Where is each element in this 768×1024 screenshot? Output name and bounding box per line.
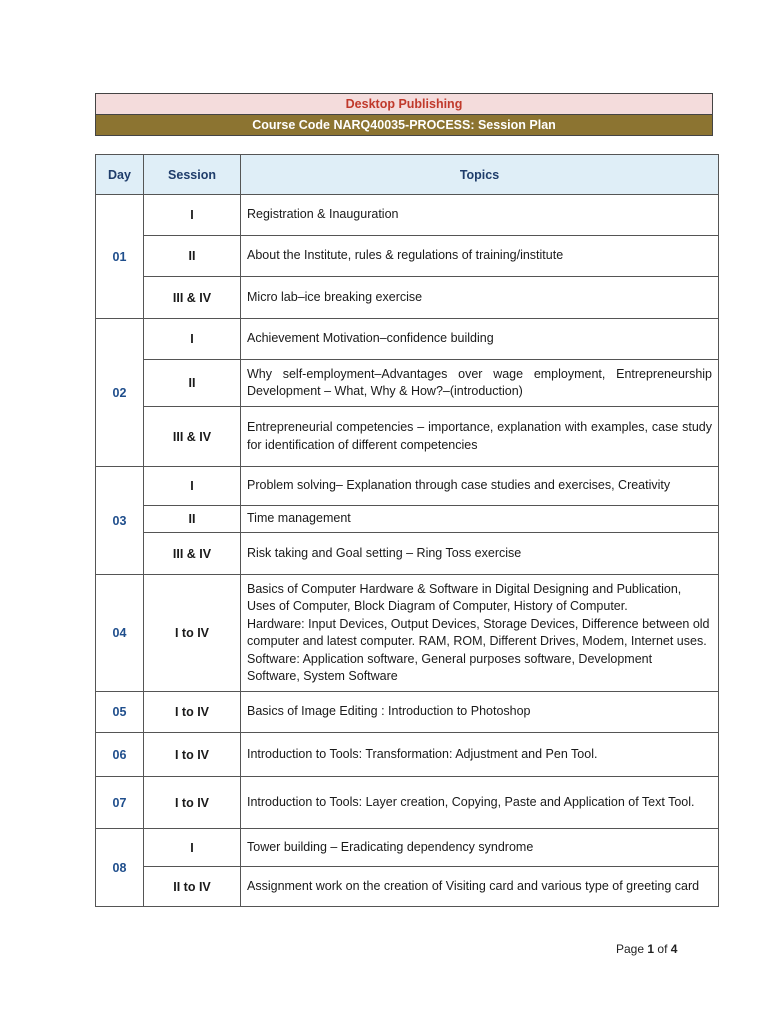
table-row [96,692,719,733]
topic-line: Software, System Software [247,669,398,683]
course-code-banner: Course Code NARQ40035-PROCESS: Session Plan [95,114,713,136]
table-row [96,777,719,829]
session-cell: III & IV [144,277,241,319]
table-row [96,319,719,360]
day-cell: 03 [96,467,144,575]
session-cell: I to IV [144,575,241,692]
session-cell: I to IV [144,692,241,733]
header-session: Session [144,155,241,195]
topic-cell: Time management [241,506,719,533]
topic-cell: Entrepreneurial competencies – importance, explanation with examples, case study for identification of different competencies [241,407,719,467]
day-cell: 05 [96,692,144,733]
topic-cell: Micro lab–ice breaking exercise [241,277,719,319]
topic-line: computer and latest computer. RAM, ROM, Different Drives, Modem, Internet uses. [247,634,707,648]
table-row [96,575,719,692]
day-cell: 04 [96,575,144,692]
session-cell: III & IV [144,407,241,467]
topic-cell [241,575,719,692]
day-cell: 07 [96,777,144,829]
session-cell: III & IV [144,533,241,575]
topic-cell: Introduction to Tools: Transformation: Adjustment and Pen Tool. [241,733,719,777]
of-word: of [657,942,668,956]
session-cell: II to IV [144,867,241,907]
header-day: Day [96,155,144,195]
session-cell: II [144,236,241,277]
topic-cell: Introduction to Tools: Layer creation, Copying, Paste and Application of Text Tool. [241,777,719,829]
topic-line: Basics of Computer Hardware & Software in Digital Designing and Publication, [247,581,682,596]
session-cell: I [144,829,241,867]
topic-cell: Tower building – Eradicating dependency syndrome [241,829,719,867]
total-pages: 4 [670,942,678,956]
page-word: Page [616,942,645,956]
table-row [96,360,719,407]
session-cell: I to IV [144,733,241,777]
table-row [96,467,719,506]
table-row [96,867,719,907]
topic-cell: Why self-employment–Advantages over wage employment, Entrepreneurship Development – What, Why & How?–(introduction) [241,360,719,407]
session-cell: II [144,506,241,533]
topic-cell: Assignment work on the creation of Visiting card and various type of greeting card [241,867,719,907]
table-row [96,195,719,236]
session-plan-table [95,154,719,907]
session-cell: II [144,360,241,407]
topic-line: Software: Application software, General purposes software, Development [247,651,653,666]
table-row [96,733,719,777]
day-cell: 08 [96,829,144,907]
topic-cell: Achievement Motivation–confidence building [241,319,719,360]
document-title: Desktop Publishing [95,93,713,115]
table-row [96,407,719,467]
current-page: 1 [647,942,655,956]
topic-line: Uses of Computer, Block Diagram of Computer, History of Computer. [247,599,628,613]
table-row [96,506,719,533]
topic-cell: Basics of Image Editing : Introduction to Photoshop [241,692,719,733]
table-row [96,533,719,575]
day-cell: 01 [96,195,144,319]
table-row [96,829,719,867]
header-topics: Topics [241,155,719,195]
page-number [616,942,677,956]
topic-cell: Risk taking and Goal setting – Ring Toss exercise [241,533,719,575]
table-row [96,236,719,277]
day-cell: 02 [96,319,144,467]
table-row [96,277,719,319]
topic-cell: Registration & Inauguration [241,195,719,236]
topic-line: Hardware: Input Devices, Output Devices, Storage Devices, Difference between old [247,616,710,631]
session-cell: I [144,467,241,506]
day-cell: 06 [96,733,144,777]
topic-cell: Problem solving– Explanation through case studies and exercises, Creativity [241,467,719,506]
session-cell: I [144,195,241,236]
session-cell: I to IV [144,777,241,829]
session-cell: I [144,319,241,360]
topic-cell: About the Institute, rules & regulations of training/institute [241,236,719,277]
table-header-row [96,155,719,195]
